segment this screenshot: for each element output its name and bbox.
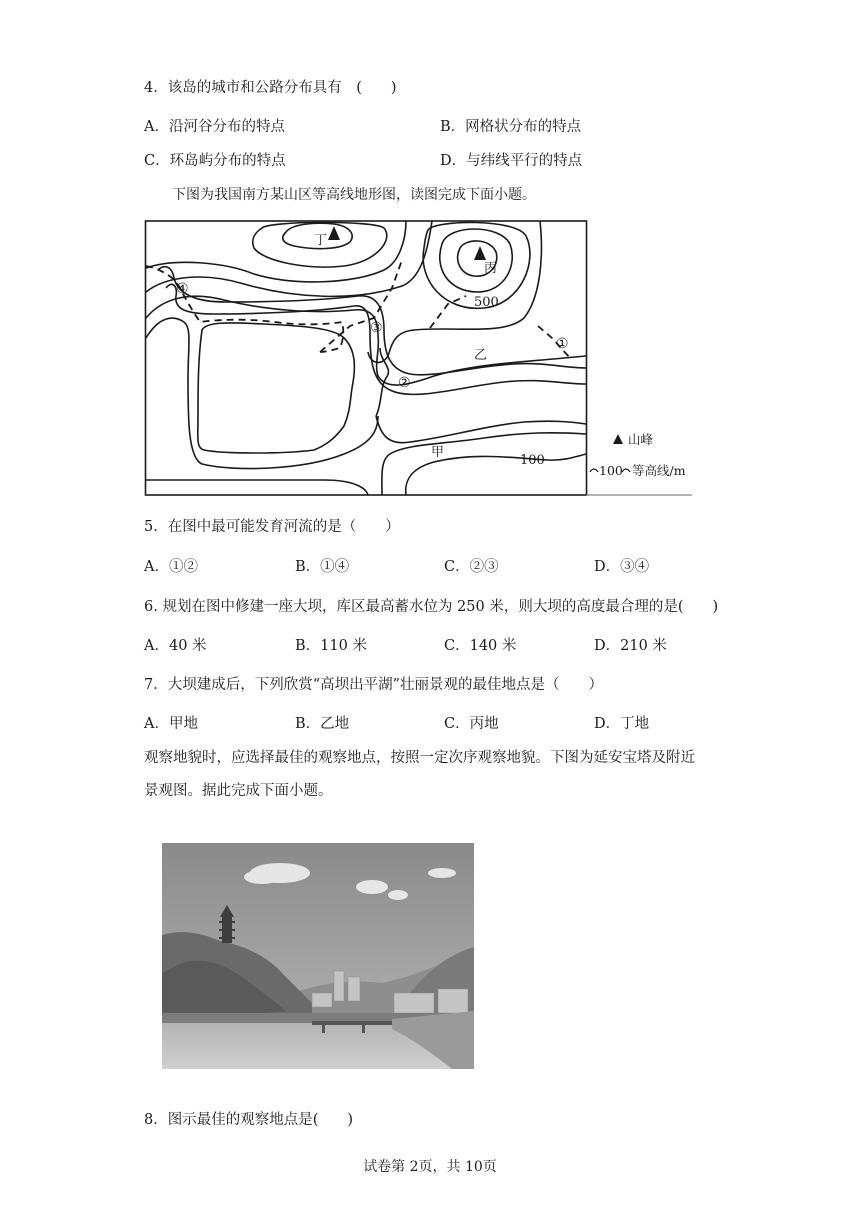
label-circle-2: ② [398, 375, 411, 391]
q5-option-b[interactable]: B．①④ [295, 559, 350, 575]
question-4-stem: 4．该岛的城市和公路分布具有 ( ) [144, 80, 397, 96]
question-8-stem: 8．图示最佳的观察地点是( ) [144, 1112, 354, 1128]
q6-option-c[interactable]: C．140 米 [444, 638, 517, 654]
contour-100 [406, 454, 586, 495]
label-circle-3: ③ [370, 320, 383, 336]
q4-option-a[interactable]: A．沿河谷分布的特点 [144, 119, 285, 135]
label-bing: 丙 [484, 261, 498, 276]
intro-photo-line-1: 观察地貌时，应选择最佳的观察地点，按照一定次序观察地貌。下图为延安宝塔及附近 [144, 750, 695, 766]
intro-map: 下图为我国南方某山区等高线地形图，读图完成下面小题。 [172, 187, 536, 203]
label-circle-4: ④ [176, 281, 189, 297]
legend-peak-icon [613, 434, 623, 444]
legend-peak-label: 山峰 [628, 432, 654, 447]
q4-option-c[interactable]: C．环岛屿分布的特点 [144, 153, 286, 169]
contour-bottom-left [146, 480, 368, 495]
q6-option-d[interactable]: D．210 米 [594, 638, 667, 654]
q7-option-b[interactable]: B．乙地 [295, 716, 350, 732]
contour-map [144, 218, 694, 500]
contour-top-1 [146, 221, 406, 282]
contour-top-2 [146, 221, 432, 296]
q5-option-a[interactable]: A．①② [144, 559, 198, 575]
legend-contour-label: 等高线/m [632, 463, 686, 478]
label-ding: 丁 [314, 233, 328, 248]
q7-option-a[interactable]: A．甲地 [144, 716, 198, 732]
legend-contour-value: 100 [599, 463, 623, 478]
page-footer: 试卷第 2页，共 10页 [363, 1159, 497, 1175]
intro-photo-line-2: 景观图。据此完成下面小题。 [144, 783, 333, 799]
q7-option-d[interactable]: D．丁地 [594, 716, 650, 732]
q4-option-d[interactable]: D．与纬线平行的特点 [440, 153, 583, 169]
landscape-photo [162, 843, 474, 1069]
peak-ding-icon [328, 226, 340, 240]
label-contour-500: 500 [474, 295, 499, 310]
label-yi: 乙 [474, 348, 488, 363]
question-7-stem: 7．大坝建成后，下列欣赏“高坝出平湖”壮丽景观的最佳地点是（ ） [144, 677, 604, 693]
peak-bing-icon [474, 246, 486, 260]
contour-bing-2 [440, 229, 512, 292]
q4-option-b[interactable]: B．网格状分布的特点 [440, 119, 582, 135]
q5-option-c[interactable]: C．②③ [444, 559, 499, 575]
q5-option-d[interactable]: D．③④ [594, 559, 650, 575]
q7-option-c[interactable]: C．丙地 [444, 716, 499, 732]
q6-option-b[interactable]: B．110 米 [295, 638, 367, 654]
q6-option-a[interactable]: A．40 米 [144, 638, 207, 654]
label-contour-100: 100 [520, 453, 545, 468]
label-circle-1: ① [556, 336, 569, 352]
question-5-stem: 5．在图中最可能发育河流的是（ ） [144, 519, 400, 535]
label-jia: 甲 [431, 445, 445, 460]
question-6-stem: 6. 规划在图中修建一座大坝，库区最高蓄水位为 250 米，则大坝的高度最合理的是( ) [144, 599, 719, 615]
